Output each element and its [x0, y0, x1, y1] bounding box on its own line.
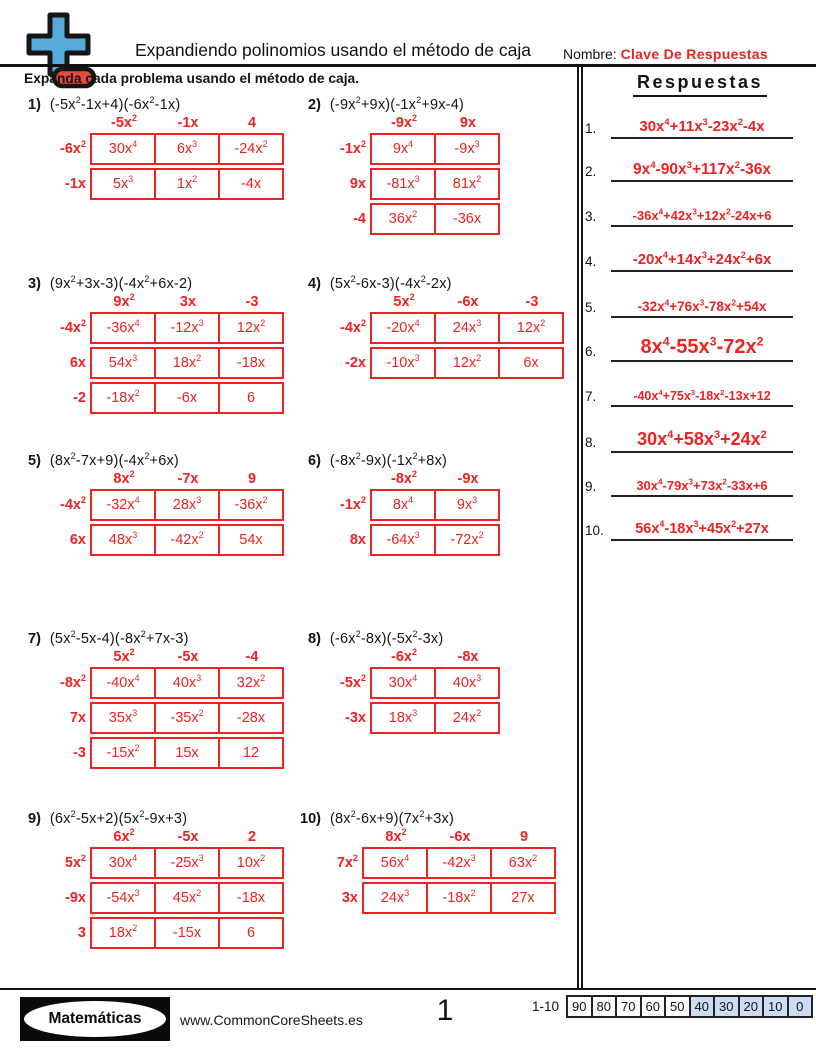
box-cell: $10x^2$ — [218, 849, 282, 877]
box-cell: $-10x^3$ — [386, 353, 420, 371]
problem-1 — [28, 97, 284, 203]
box-cell: $6x^3$ — [154, 135, 218, 163]
problem-number: 3) — [28, 276, 41, 292]
problem-expression: $(9x^2+3x-3)(-4x^2+6x-2)$ — [49, 274, 193, 292]
page-number: 1 — [436, 994, 454, 1027]
box-cells — [90, 917, 284, 949]
box-row-header: $-1x^2$ — [340, 495, 366, 513]
box-row — [308, 524, 500, 556]
box-column-header: 9 — [519, 829, 529, 845]
box-cells — [370, 702, 500, 734]
answer-10 — [585, 507, 793, 541]
box-cells — [362, 847, 556, 879]
box-column-header: -9x — [457, 471, 479, 487]
answer-text: $30x^4+58x^3+24x^2$ — [611, 430, 793, 453]
box-cell: -36x — [434, 205, 498, 233]
problem-5 — [28, 453, 284, 559]
answer-text: $9x^4-90x^3+117x^2-36x$ — [611, 162, 793, 182]
box-row — [28, 737, 284, 769]
box-cells — [370, 133, 500, 165]
answer-3 — [585, 193, 793, 227]
box-cells — [362, 882, 556, 914]
box-cell: $36x^2$ — [388, 209, 418, 227]
answer-text: $-36x^4+42x^3+12x^2-24x+6$ — [611, 209, 793, 227]
problem-number: 6) — [308, 453, 321, 469]
box-column-headers — [308, 649, 500, 667]
box-cell: $5x^3$ — [112, 174, 134, 192]
score-box-0: 0 — [787, 997, 812, 1016]
box-cell: 6 — [218, 384, 282, 412]
box-cell: -18x — [218, 884, 282, 912]
problem-number: 8) — [308, 631, 321, 647]
score-box-10: 10 — [762, 997, 787, 1016]
box-cell: $-54x^3$ — [106, 888, 140, 906]
box-cell: $-35x^2$ — [154, 704, 218, 732]
box-column-headers — [28, 649, 284, 667]
box-cell: $12x^2$ — [434, 349, 498, 377]
answer-number: 7. — [585, 389, 597, 404]
box-cell: $63x^2$ — [490, 849, 554, 877]
box-column-header: -6x — [449, 829, 471, 845]
score-box-50: 50 — [664, 997, 689, 1016]
box-cells — [370, 667, 500, 699]
problem-number: 7) — [28, 631, 41, 647]
box-cells — [370, 203, 500, 235]
box-row-header: 8x — [349, 532, 366, 548]
box-cells — [90, 737, 284, 769]
footer-divider — [0, 988, 816, 990]
box-row — [308, 168, 500, 200]
answer-number: 6. — [585, 344, 597, 359]
box-cells — [90, 702, 284, 734]
instructions-text: Expanda cada problema usando el método de caja. — [24, 71, 360, 86]
box-cell: $-24x^2$ — [218, 135, 282, 163]
box-row-header: $7x^2$ — [336, 853, 358, 871]
box-cell: $-42x^3$ — [426, 849, 490, 877]
box-row-header: 3x — [341, 890, 358, 906]
box-column-header: 9 — [247, 471, 257, 487]
box-cell: $56x^4$ — [380, 853, 410, 871]
problem-expression: $(8x^2-6x+9)(7x^2+3x)$ — [329, 809, 454, 827]
answer-number: 9. — [585, 479, 597, 494]
box-row-header: $-4x^2$ — [340, 318, 366, 336]
answer-5 — [585, 284, 793, 318]
box-cells — [90, 667, 284, 699]
box-row — [28, 917, 284, 949]
box-column-header: -4 — [245, 649, 259, 665]
box-cell: $9x^4$ — [392, 139, 414, 157]
box-cell: $24x^3$ — [380, 888, 410, 906]
box-row — [308, 667, 500, 699]
score-box-30: 30 — [713, 997, 738, 1016]
box-cell: $-40x^4$ — [106, 673, 140, 691]
header-divider — [0, 64, 816, 67]
box-cell: -6x — [154, 384, 218, 412]
box-column-headers — [300, 829, 556, 847]
answer-text: $-20x^4+14x^3+24x^2+6x$ — [611, 252, 793, 272]
answer-number: 2. — [585, 164, 597, 179]
box-column-header: $8x^2$ — [113, 469, 135, 487]
box-column-headers — [28, 115, 284, 133]
box-cells — [90, 382, 284, 414]
box-cell: $9x^3$ — [434, 491, 498, 519]
box-cells — [90, 133, 284, 165]
box-column-header: -5x — [177, 649, 199, 665]
box-cells — [90, 489, 284, 521]
box-row-header: 6x — [69, 532, 86, 548]
box-cell: $12x^2$ — [498, 314, 562, 342]
answer-number: 8. — [585, 435, 597, 450]
box-cell: $-15x^2$ — [106, 743, 140, 761]
box-row-header: -2 — [73, 390, 86, 406]
problem-9 — [28, 811, 284, 952]
box-cell: $-72x^2$ — [434, 526, 498, 554]
box-column-header: $8x^2$ — [385, 827, 407, 845]
box-cell: $-9x^3$ — [434, 135, 498, 163]
box-row — [28, 524, 284, 556]
box-row-header: 3 — [77, 925, 86, 941]
answers-heading — [600, 72, 800, 97]
box-row-header: 9x — [349, 176, 366, 192]
problem-expression: $(6x^2-5x+2)(5x^2-9x+3)$ — [49, 809, 188, 827]
answer-number: 4. — [585, 254, 597, 269]
box-column-header: -7x — [177, 471, 199, 487]
score-box-70: 70 — [615, 997, 640, 1016]
box-row — [28, 382, 284, 414]
score-range-label: 1-10 — [532, 999, 560, 1014]
box-cell: $18x^3$ — [388, 708, 418, 726]
box-cells — [370, 524, 500, 556]
box-column-headers — [308, 294, 564, 312]
box-cell: -15x — [154, 919, 218, 947]
problem-7 — [28, 631, 284, 772]
box-cells — [90, 168, 284, 200]
box-column-header: -1x — [177, 115, 199, 131]
page-title: Expandiendo polinomios usando el método de caja — [135, 40, 531, 60]
box-cell: $-12x^3$ — [154, 314, 218, 342]
problem-expression: $(-8x^2-9x)(-1x^2+8x)$ — [329, 451, 448, 469]
brand-name: Matemáticas — [24, 1001, 166, 1037]
brand-badge — [20, 997, 170, 1041]
answer-text: $-40x^4+75x^3-18x^2-13x+12$ — [611, 390, 793, 407]
answer-8 — [585, 419, 793, 453]
box-cell: $32x^2$ — [218, 669, 282, 697]
box-cell: 15x — [154, 739, 218, 767]
score-boxes — [566, 995, 813, 1018]
problem-number: 5) — [28, 453, 41, 469]
answer-number: 3. — [585, 209, 597, 224]
problem-2 — [308, 97, 500, 238]
box-cell: $81x^2$ — [434, 170, 498, 198]
box-cell: 54x — [218, 526, 282, 554]
box-cells — [370, 489, 500, 521]
box-row — [28, 489, 284, 521]
box-cell: $-25x^3$ — [154, 849, 218, 877]
box-cell: $28x^3$ — [154, 491, 218, 519]
score-box-90: 90 — [568, 997, 591, 1016]
problem-expression: $(-6x^2-8x)(-5x^2-3x)$ — [329, 629, 444, 647]
box-cell: $8x^4$ — [392, 495, 414, 513]
box-cell: $-18x^2$ — [106, 388, 140, 406]
box-row-header: -2x — [345, 355, 366, 371]
box-cell: $24x^3$ — [434, 314, 498, 342]
answer-text: $8x^4-55x^3-72x^2$ — [611, 337, 793, 362]
box-cells — [370, 168, 500, 200]
problem-expression: $(-5x^2-1x+4)(-6x^2-1x)$ — [49, 95, 181, 113]
box-cell: $30x^4$ — [388, 673, 418, 691]
box-row — [308, 489, 500, 521]
box-cell: $35x^3$ — [108, 708, 138, 726]
box-row — [308, 203, 500, 235]
box-cell: $-18x^2$ — [426, 884, 490, 912]
box-cell: $48x^3$ — [108, 530, 138, 548]
box-row — [28, 882, 284, 914]
problem-expression: $(5x^2-5x-4)(-8x^2+7x-3)$ — [49, 629, 189, 647]
box-column-header: $-8x^2$ — [391, 469, 417, 487]
score-table — [532, 995, 813, 1018]
box-cell: $-36x^4$ — [106, 318, 140, 336]
box-cell: $18x^2$ — [108, 923, 138, 941]
box-column-header: 3x — [179, 294, 197, 310]
box-column-header: -3 — [525, 294, 539, 310]
box-column-header: $-9x^2$ — [391, 113, 417, 131]
box-row — [308, 312, 564, 344]
box-column-header: $6x^2$ — [113, 827, 135, 845]
box-row-header: $-4x^2$ — [60, 495, 86, 513]
answers-heading-text: Respuestas — [633, 72, 767, 97]
answer-7 — [585, 373, 793, 407]
answer-6 — [585, 328, 793, 362]
box-cell: $-42x^2$ — [154, 526, 218, 554]
problem-10 — [300, 811, 556, 917]
box-row — [28, 667, 284, 699]
box-cell: $-36x^2$ — [218, 491, 282, 519]
website-url: www.CommonCoreSheets.es — [180, 1012, 363, 1028]
box-cell: 12 — [218, 739, 282, 767]
box-row-header: -4 — [353, 211, 366, 227]
box-row-header: $-5x^2$ — [340, 673, 366, 691]
problem-3 — [28, 276, 284, 417]
box-row-header: $-4x^2$ — [60, 318, 86, 336]
box-column-header: $9x^2$ — [113, 292, 135, 310]
box-row-header: -3 — [73, 745, 86, 761]
problem-4 — [308, 276, 564, 382]
box-cell: $30x^4$ — [108, 139, 138, 157]
box-row-header: -9x — [65, 890, 86, 906]
box-cell: $45x^2$ — [154, 884, 218, 912]
name-value: Clave De Respuestas — [620, 46, 768, 62]
box-row — [28, 702, 284, 734]
box-column-headers — [308, 115, 500, 133]
box-column-header: 9x — [459, 115, 477, 131]
box-cell: $-32x^4$ — [106, 495, 140, 513]
box-cell: 6 — [218, 919, 282, 947]
answer-number: 5. — [585, 300, 597, 315]
box-cell: $24x^2$ — [434, 704, 498, 732]
box-row-header: $-1x^2$ — [340, 139, 366, 157]
problem-6 — [308, 453, 500, 559]
box-column-headers — [28, 829, 284, 847]
score-box-40: 40 — [689, 997, 714, 1016]
box-cell: $18x^2$ — [154, 349, 218, 377]
problem-number: 4) — [308, 276, 321, 292]
box-column-header: 2 — [247, 829, 257, 845]
answer-number: 10. — [585, 523, 604, 538]
box-row — [28, 312, 284, 344]
box-column-header: 4 — [247, 115, 257, 131]
box-column-headers — [28, 294, 284, 312]
box-row-header: $-6x^2$ — [60, 139, 86, 157]
box-cell: $-81x^3$ — [386, 174, 420, 192]
answer-text: $30x^4-79x^3+73x^2-33x+6$ — [611, 479, 793, 497]
box-cells — [90, 347, 284, 379]
box-cell: -18x — [218, 349, 282, 377]
box-column-header: -5x — [177, 829, 199, 845]
box-row — [300, 882, 556, 914]
box-column-header: -6x — [457, 294, 479, 310]
box-cell: $1x^2$ — [154, 170, 218, 198]
box-row — [28, 168, 284, 200]
problem-number: 2) — [308, 97, 321, 113]
problem-number: 1) — [28, 97, 41, 113]
box-row-header: $5x^2$ — [64, 853, 86, 871]
box-column-header: -8x — [457, 649, 479, 665]
box-column-header: $5x^2$ — [113, 647, 135, 665]
box-cells — [90, 882, 284, 914]
box-row — [308, 133, 500, 165]
name-row — [563, 46, 768, 62]
box-cell: $54x^3$ — [108, 353, 138, 371]
box-cell: $12x^2$ — [218, 314, 282, 342]
box-column-header: $5x^2$ — [393, 292, 415, 310]
box-cell: -4x — [218, 170, 282, 198]
box-column-header: -3 — [245, 294, 259, 310]
box-row-header: 6x — [69, 355, 86, 371]
score-box-60: 60 — [640, 997, 665, 1016]
box-cell: 6x — [498, 349, 562, 377]
box-cells — [90, 847, 284, 879]
box-column-headers — [308, 471, 500, 489]
box-column-header: $-5x^2$ — [111, 113, 137, 131]
box-row — [300, 847, 556, 879]
problem-number: 10) — [300, 811, 321, 827]
score-box-20: 20 — [738, 997, 763, 1016]
box-column-headers — [28, 471, 284, 489]
box-cell: $40x^3$ — [154, 669, 218, 697]
box-cells — [90, 524, 284, 556]
box-row-header: 7x — [69, 710, 86, 726]
box-cells — [370, 347, 564, 379]
box-row — [28, 847, 284, 879]
box-row — [308, 347, 564, 379]
score-box-80: 80 — [591, 997, 616, 1016]
box-column-header: $-6x^2$ — [391, 647, 417, 665]
problem-number: 9) — [28, 811, 41, 827]
box-cell: $40x^3$ — [434, 669, 498, 697]
box-cell: $30x^4$ — [108, 853, 138, 871]
box-row-header: -3x — [345, 710, 366, 726]
problem-expression: $(8x^2-7x+9)(-4x^2+6x)$ — [49, 451, 179, 469]
box-cells — [370, 312, 564, 344]
answers-divider — [577, 67, 583, 988]
answer-text: $56x^4-18x^3+45x^2+27x$ — [611, 522, 793, 541]
box-cell: $-20x^4$ — [386, 318, 420, 336]
problem-8 — [308, 631, 500, 737]
box-row — [28, 347, 284, 379]
box-row — [28, 133, 284, 165]
answer-9 — [585, 463, 793, 497]
answer-1 — [585, 105, 793, 139]
box-cell: $-64x^3$ — [386, 530, 420, 548]
answer-number: 1. — [585, 121, 597, 136]
answer-text: $30x^4+11x^3-23x^2-4x$ — [611, 119, 793, 139]
problem-expression: $(5x^2-6x-3)(-4x^2-2x)$ — [329, 274, 452, 292]
answer-2 — [585, 148, 793, 182]
answer-text: $-32x^4+76x^3-78x^2+54x$ — [611, 300, 793, 318]
problem-expression: $(-9x^2+9x)(-1x^2+9x-4)$ — [329, 95, 464, 113]
box-cell: -28x — [218, 704, 282, 732]
box-cells — [90, 312, 284, 344]
box-row-header: -1x — [65, 176, 86, 192]
box-cell: 27x — [490, 884, 554, 912]
box-row — [308, 702, 500, 734]
box-row-header: $-8x^2$ — [60, 673, 86, 691]
answer-4 — [585, 238, 793, 272]
name-label: Nombre: — [563, 46, 617, 62]
